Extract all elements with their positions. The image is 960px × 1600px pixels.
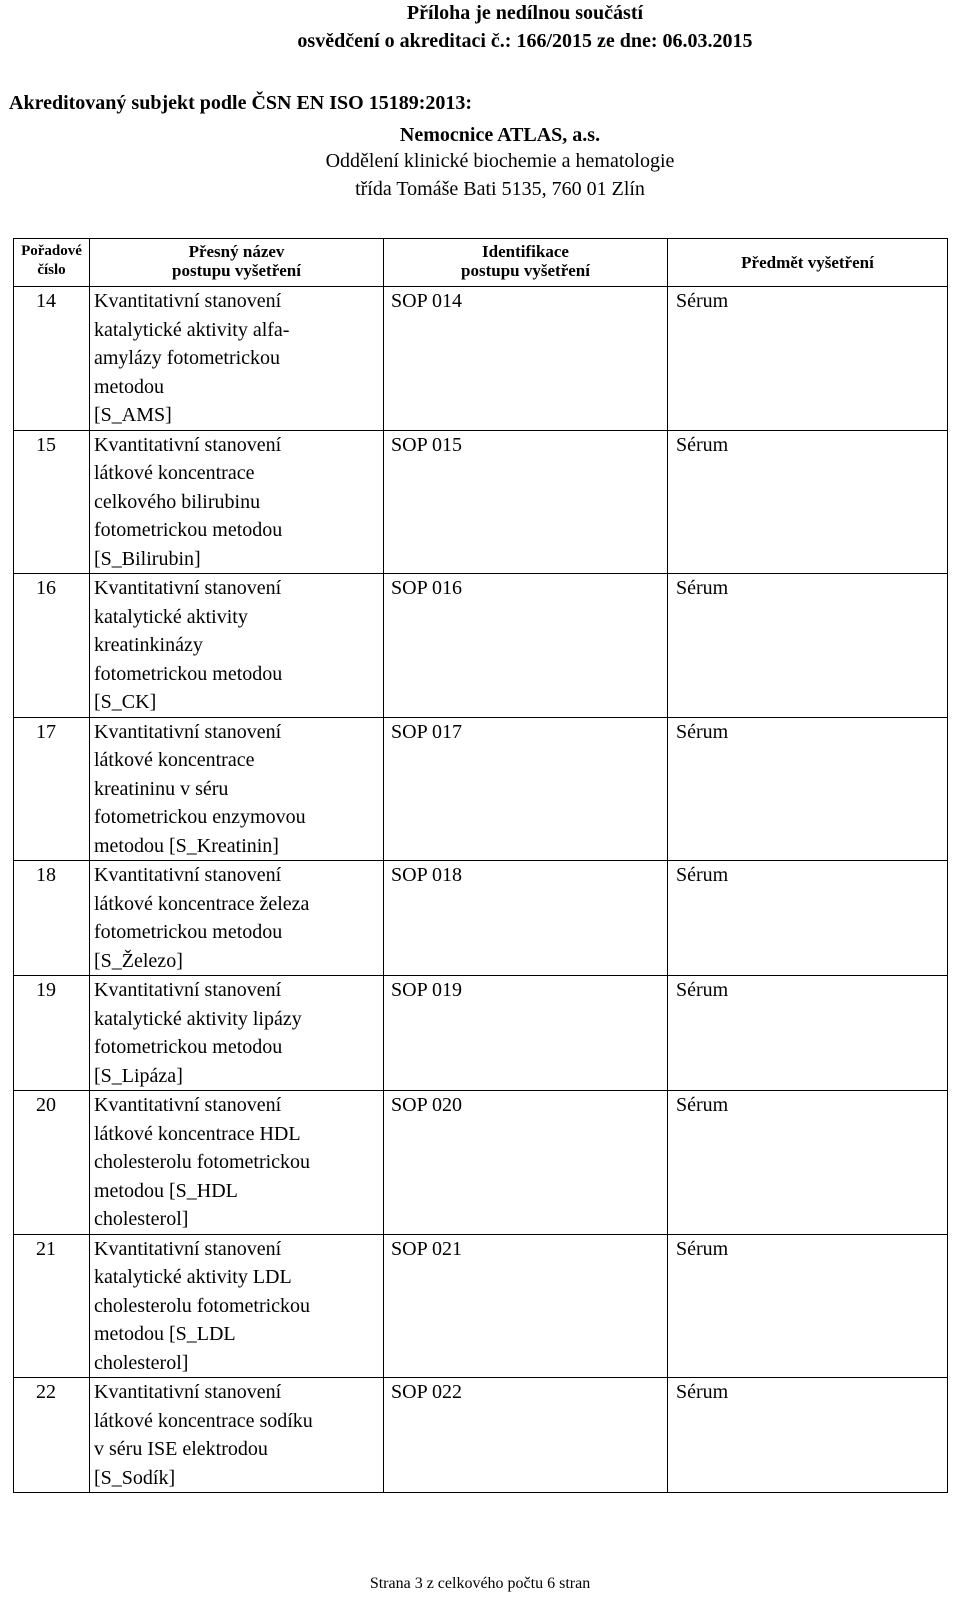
procedure-name-line: cholesterolu fotometrickou bbox=[94, 1151, 311, 1173]
row-order-number: 21 bbox=[14, 1234, 90, 1378]
procedure-name-line: fotometrickou metodou bbox=[94, 1036, 283, 1058]
procedure-name-line: katalytické aktivity bbox=[94, 605, 248, 628]
table-row bbox=[14, 717, 948, 861]
procedure-name-line: Kvantitativní stanovení bbox=[94, 864, 282, 886]
row-examination-subject: Sérum bbox=[668, 574, 948, 718]
row-procedure-name bbox=[90, 1091, 384, 1235]
procedure-name-line: metodou [S_LDL bbox=[94, 1323, 236, 1345]
header-order-number-line2: číslo bbox=[37, 262, 66, 278]
table-row bbox=[14, 976, 948, 1091]
header-procedure-id-line1: Identifikace bbox=[482, 242, 569, 261]
procedure-name-line: fotometrickou enzymovou bbox=[94, 806, 306, 828]
organization-address: třída Tomáše Bati 5135, 760 01 Zlín bbox=[355, 178, 645, 200]
row-procedure-id: SOP 018 bbox=[384, 861, 668, 976]
procedure-name-line: katalytické aktivity LDL bbox=[94, 1266, 292, 1288]
organization-name: Nemocnice ATLAS, a.s. bbox=[399, 124, 601, 146]
procedure-name-line: látkové koncentrace HDL bbox=[94, 1122, 301, 1145]
row-examination-subject: Sérum bbox=[668, 287, 948, 431]
header-order-number bbox=[14, 239, 90, 287]
table-row bbox=[14, 430, 948, 574]
procedure-name-line: [S_Bilirubin] bbox=[94, 547, 201, 570]
procedure-name-line: celkového bilirubinu bbox=[94, 490, 261, 513]
procedure-name-line: Kvantitativní stanovení bbox=[94, 979, 282, 1001]
header-procedure-name-line1: Přesný název bbox=[188, 242, 285, 261]
row-examination-subject: Sérum bbox=[668, 1378, 948, 1493]
row-procedure-id: SOP 017 bbox=[384, 717, 668, 861]
table-row bbox=[14, 1378, 948, 1493]
header-procedure-name-line2: postupu vyšetření bbox=[172, 261, 301, 280]
header-procedure-id-line2: postupu vyšetření bbox=[461, 261, 590, 280]
procedure-name-line: cholesterol] bbox=[94, 1208, 189, 1230]
row-procedure-id: SOP 020 bbox=[384, 1091, 668, 1235]
accredited-subject-heading: Akreditovaný subjekt podle ČSN EN ISO 15189:2013: bbox=[9, 92, 473, 114]
header-order-number-line1: Pořadové bbox=[21, 243, 82, 259]
procedure-name-line: v séru ISE elektrodou bbox=[94, 1438, 268, 1460]
row-order-number: 15 bbox=[14, 430, 90, 574]
row-order-number: 22 bbox=[14, 1378, 90, 1493]
procedure-name-line: fotometrickou metodou bbox=[94, 662, 283, 685]
row-order-number: 14 bbox=[14, 287, 90, 431]
procedure-name-line: [S_Železo] bbox=[94, 949, 183, 972]
procedure-name-line: Kvantitativní stanovení bbox=[94, 433, 282, 456]
procedure-name-line: látkové koncentrace železa bbox=[94, 892, 310, 915]
row-procedure-name bbox=[90, 287, 384, 431]
procedure-name-line: kreatininu v séru bbox=[94, 777, 229, 800]
row-order-number: 20 bbox=[14, 1091, 90, 1235]
procedure-name-line: Kvantitativní stanovení bbox=[94, 1094, 282, 1116]
row-procedure-id: SOP 015 bbox=[384, 430, 668, 574]
examinations-table bbox=[13, 238, 948, 1493]
table-body bbox=[14, 287, 948, 1493]
department-name: Oddělení klinické biochemie a hematologie bbox=[325, 150, 675, 172]
procedure-name-line: metodou [S_Kreatinin] bbox=[94, 834, 279, 857]
header-procedure-name bbox=[90, 239, 384, 287]
procedure-name-line: katalytické aktivity alfa- bbox=[94, 318, 290, 341]
row-order-number: 19 bbox=[14, 976, 90, 1091]
procedure-name-line: kreatinkinázy bbox=[94, 634, 203, 656]
row-order-number: 18 bbox=[14, 861, 90, 976]
row-procedure-name bbox=[90, 430, 384, 574]
annex-note-line1: Příloha je nedílnou součástí bbox=[406, 2, 644, 24]
row-procedure-name bbox=[90, 1234, 384, 1378]
procedure-name-line: látkové koncentrace sodíku bbox=[94, 1409, 313, 1432]
procedure-name-line: [S_CK] bbox=[94, 691, 157, 713]
row-procedure-name bbox=[90, 861, 384, 976]
row-examination-subject: Sérum bbox=[668, 976, 948, 1091]
table-row bbox=[14, 574, 948, 718]
procedure-name-line: [S_Sodík] bbox=[94, 1466, 176, 1489]
row-procedure-name bbox=[90, 574, 384, 718]
procedure-name-line: fotometrickou metodou bbox=[94, 921, 283, 943]
row-examination-subject: Sérum bbox=[668, 1091, 948, 1235]
row-procedure-id: SOP 021 bbox=[384, 1234, 668, 1378]
row-order-number: 16 bbox=[14, 574, 90, 718]
header-examination-subject-label: Předmět vyšetření bbox=[741, 253, 874, 272]
row-procedure-id: SOP 014 bbox=[384, 287, 668, 431]
row-examination-subject: Sérum bbox=[668, 1234, 948, 1378]
table-row bbox=[14, 287, 948, 431]
procedure-name-line: Kvantitativní stanovení bbox=[94, 1237, 282, 1260]
table-header-row bbox=[14, 239, 948, 287]
procedure-name-line: cholesterolu fotometrickou bbox=[94, 1294, 311, 1317]
page-footer: Strana 3 z celkového počtu 6 stran bbox=[369, 1575, 591, 1592]
procedure-name-line: katalytické aktivity lipázy bbox=[94, 1007, 302, 1030]
table-row bbox=[14, 1091, 948, 1235]
procedure-name-line: látkové koncentrace bbox=[94, 462, 255, 484]
row-order-number: 17 bbox=[14, 717, 90, 861]
row-procedure-name bbox=[90, 1378, 384, 1493]
procedure-name-line: Kvantitativní stanovení bbox=[94, 290, 282, 312]
procedure-name-line: látkové koncentrace bbox=[94, 749, 255, 771]
table-row bbox=[14, 1234, 948, 1378]
row-procedure-id: SOP 022 bbox=[384, 1378, 668, 1493]
row-examination-subject: Sérum bbox=[668, 430, 948, 574]
row-procedure-name bbox=[90, 717, 384, 861]
annex-note-line2: osvědčení o akreditaci č.: 166/2015 ze dne: 06.03.2015 bbox=[297, 30, 753, 52]
procedure-name-line: metodou bbox=[94, 375, 164, 398]
procedure-name-line: Kvantitativní stanovení bbox=[94, 577, 282, 599]
row-procedure-id: SOP 019 bbox=[384, 976, 668, 1091]
table-row bbox=[14, 861, 948, 976]
procedure-name-line: metodou [S_HDL bbox=[94, 1179, 238, 1202]
procedure-name-line: Kvantitativní stanovení bbox=[94, 1381, 282, 1403]
procedure-name-line: [S_Lipáza] bbox=[94, 1064, 183, 1087]
row-procedure-id: SOP 016 bbox=[384, 574, 668, 718]
header-procedure-id bbox=[384, 239, 668, 287]
procedure-name-line: [S_AMS] bbox=[94, 404, 172, 426]
procedure-name-line: cholesterol] bbox=[94, 1351, 189, 1374]
procedure-name-line: Kvantitativní stanovení bbox=[94, 720, 282, 743]
row-examination-subject: Sérum bbox=[668, 861, 948, 976]
row-examination-subject: Sérum bbox=[668, 717, 948, 861]
row-procedure-name bbox=[90, 976, 384, 1091]
procedure-name-line: amylázy fotometrickou bbox=[94, 347, 281, 369]
procedure-name-line: fotometrickou metodou bbox=[94, 519, 283, 541]
header-examination-subject bbox=[668, 239, 948, 287]
